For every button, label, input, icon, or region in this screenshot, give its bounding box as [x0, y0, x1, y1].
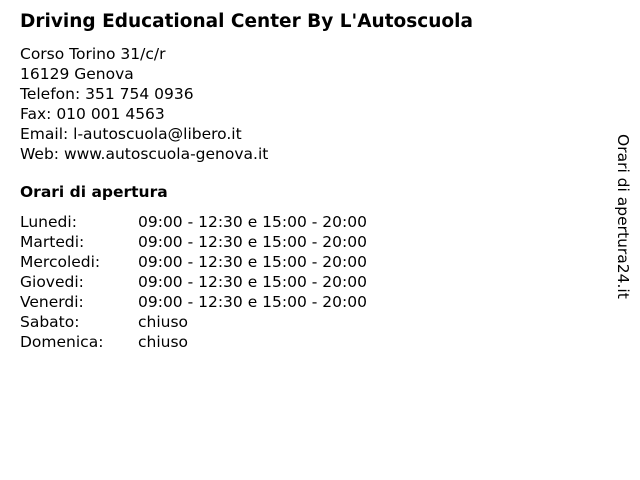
time-value: 09:00 - 12:30 e 15:00 - 20:00 — [138, 293, 367, 311]
phone-line: Telefon: 351 754 0936 — [20, 85, 194, 103]
time-value: chiuso — [138, 333, 189, 351]
day-label: Sabato: — [20, 313, 80, 331]
time-value: 09:00 - 12:30 e 15:00 - 20:00 — [138, 253, 367, 271]
day-label: Lunedi: — [20, 213, 77, 231]
time-value: 09:00 - 12:30 e 15:00 - 20:00 — [138, 233, 367, 251]
hours-row-thursday — [20, 272, 600, 292]
hours-row-saturday — [20, 312, 600, 332]
email-line: Email: l-autoscuola@libero.it — [20, 125, 242, 143]
site-watermark: Orari di apertura24.it — [614, 134, 632, 299]
hours-row-wednesday — [20, 252, 600, 272]
day-label: Martedi: — [20, 233, 85, 251]
address-street: Corso Torino 31/c/r — [20, 45, 166, 63]
time-value: chiuso — [138, 313, 189, 331]
day-label: Domenica: — [20, 333, 104, 351]
opening-hours-table — [20, 212, 600, 352]
hours-row-monday — [20, 212, 600, 232]
business-card — [20, 10, 600, 352]
web-line: Web: www.autoscuola-genova.it — [20, 145, 269, 163]
opening-hours-heading: Orari di apertura — [20, 183, 168, 201]
hours-row-sunday — [20, 332, 600, 352]
address-city: 16129 Genova — [20, 65, 134, 83]
hours-row-tuesday — [20, 232, 600, 252]
day-label: Venerdi: — [20, 293, 84, 311]
hours-row-friday — [20, 292, 600, 312]
time-value: 09:00 - 12:30 e 15:00 - 20:00 — [138, 213, 367, 231]
contact-block — [20, 44, 600, 164]
business-title: Driving Educational Center By L'Autoscuola — [20, 11, 473, 32]
day-label: Giovedi: — [20, 273, 84, 291]
time-value: 09:00 - 12:30 e 15:00 - 20:00 — [138, 273, 367, 291]
day-label: Mercoledi: — [20, 253, 101, 271]
fax-line: Fax: 010 001 4563 — [20, 105, 165, 123]
